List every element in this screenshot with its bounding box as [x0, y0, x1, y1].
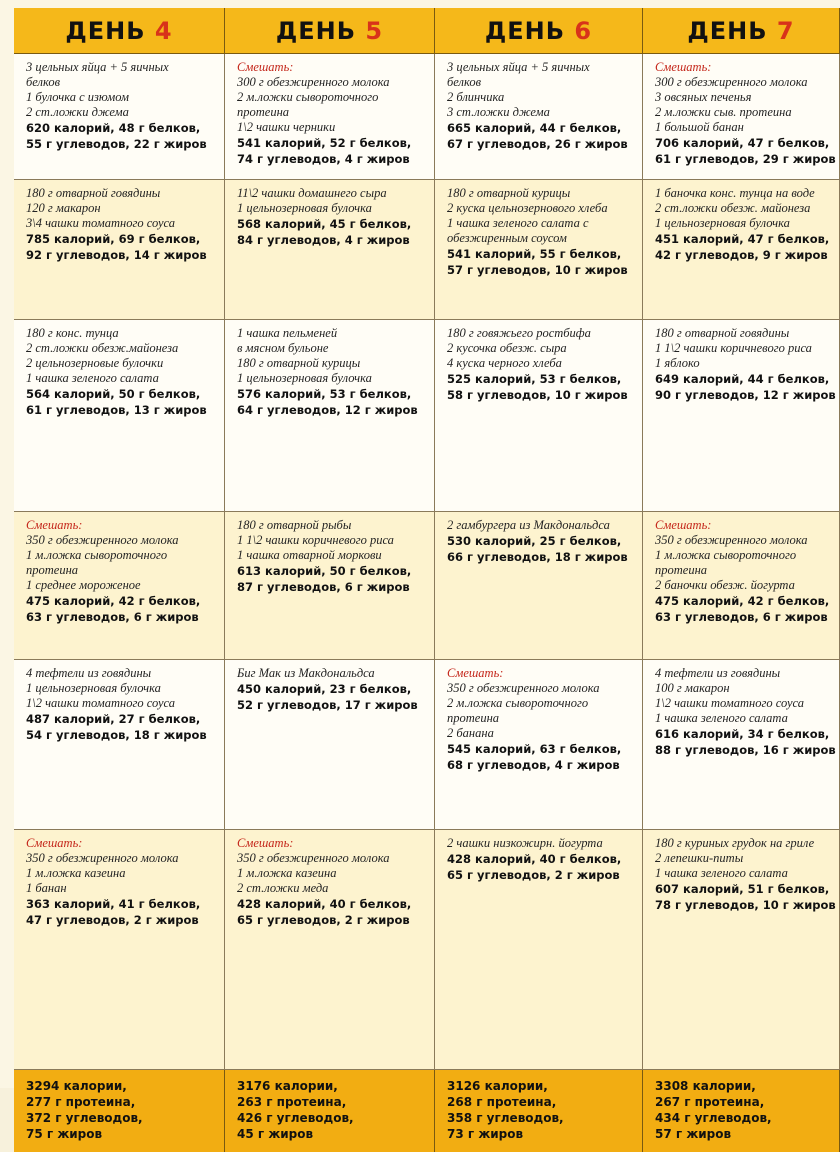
nutrition-line: 78 г углеводов, 10 г жиров	[655, 898, 836, 912]
header-word: ДЕНЬ	[484, 16, 566, 45]
nutrition-line: 785 калорий, 69 г белков,	[26, 232, 201, 246]
meal-item: 1 булочка с изюмом	[26, 90, 129, 104]
meal-cell	[225, 54, 435, 180]
meal-cell	[14, 660, 225, 830]
meal-cell	[225, 320, 435, 512]
total-day-4	[14, 1070, 225, 1152]
total-line: 372 г углеводов,	[26, 1111, 143, 1125]
meal-item: 350 г обезжиренного молока	[26, 851, 179, 865]
meal-cell	[435, 180, 643, 320]
meal-item: 180 г конс. тунца	[26, 326, 119, 340]
header-word: ДЕНЬ	[65, 16, 146, 45]
mix-label: Смешать:	[26, 836, 83, 850]
meal-item: 1 цельнозерновая булочка	[26, 681, 161, 695]
meal-cell	[14, 180, 225, 320]
meal-item: 4 куска черного хлеба	[447, 356, 562, 370]
meal-item: 2 ст.ложки обезж. майонеза	[655, 201, 811, 215]
nutrition-line: 63 г углеводов, 6 г жиров	[655, 610, 828, 624]
meal-item: 3\4 чашки томатного соуса	[26, 216, 175, 230]
meal-item: 2 м.ложки сыв. протеина	[655, 105, 792, 119]
nutrition-line: 607 калорий, 51 г белков,	[655, 882, 830, 896]
nutrition-line: 487 калорий, 27 г белков,	[26, 712, 201, 726]
meal-item: 1 цельнозерновая булочка	[237, 201, 372, 215]
meal-cell	[643, 512, 840, 660]
meal-item: 1 чашка зеленого салата	[655, 711, 788, 725]
meal-item: обезжиренным соусом	[447, 231, 567, 245]
nutrition-line: 52 г углеводов, 17 г жиров	[237, 698, 418, 712]
meal-item: 1 чашка зеленого салата с	[447, 216, 589, 230]
meal-plan-table	[14, 8, 840, 1141]
nutrition-line: 58 г углеводов, 10 г жиров	[447, 388, 628, 402]
meal-item: 2 кусочка обезж. сыра	[447, 341, 567, 355]
total-day-7	[643, 1070, 840, 1152]
nutrition-line: 568 калорий, 45 г белков,	[237, 217, 412, 231]
meal-item: 1 м.ложка сывороточного	[655, 548, 797, 562]
nutrition-line: 68 г углеводов, 4 г жиров	[447, 758, 620, 772]
total-line: 434 г углеводов,	[655, 1111, 772, 1125]
meal-item: 1 чашка пельменей	[237, 326, 338, 340]
meal-cell	[225, 660, 435, 830]
nutrition-line: 451 калорий, 47 г белков,	[655, 232, 830, 246]
meal-item: 2 куска цельнозернового хлеба	[447, 201, 608, 215]
meal-item: 1 м.ложка сывороточного	[26, 548, 168, 562]
total-line: 3308 калории,	[655, 1079, 756, 1093]
meal-item: 180 г отварной говядины	[26, 186, 161, 200]
meal-cell	[643, 180, 840, 320]
meal-item: 1 яблоко	[655, 356, 700, 370]
meal-item: 4 тефтели из говядины	[26, 666, 152, 680]
total-day-5	[225, 1070, 435, 1152]
meal-item: 2 ст.ложки меда	[237, 881, 329, 895]
meal-item: 180 г отварной говядины	[655, 326, 790, 340]
meal-cell	[435, 660, 643, 830]
meal-item: протеина	[447, 711, 500, 725]
nutrition-line: 475 калорий, 42 г белков,	[655, 594, 830, 608]
meal-item: 300 г обезжиренного молока	[237, 75, 390, 89]
nutrition-line: 54 г углеводов, 18 г жиров	[26, 728, 207, 742]
meal-cell	[225, 512, 435, 660]
meal-item: белков	[26, 75, 61, 89]
meal-item: в мясном бульоне	[237, 341, 329, 355]
meal-item: 2 баночки обезж. йогурта	[655, 578, 795, 592]
meal-cell	[643, 54, 840, 180]
header-day-6	[435, 8, 643, 54]
nutrition-line: 92 г углеводов, 14 г жиров	[26, 248, 207, 262]
meal-item: протеина	[237, 105, 290, 119]
total-day-6	[435, 1070, 643, 1152]
meal-item: 1 чашка отварной моркови	[237, 548, 382, 562]
nutrition-line: 64 г углеводов, 12 г жиров	[237, 403, 418, 417]
header-word: ДЕНЬ	[687, 16, 768, 45]
nutrition-line: 541 калорий, 52 г белков,	[237, 136, 412, 150]
mix-label: Смешать:	[655, 60, 712, 74]
nutrition-line: 65 г углеводов, 2 г жиров	[237, 913, 410, 927]
meal-cell	[14, 54, 225, 180]
meal-item: 1\2 чашки томатного соуса	[26, 696, 175, 710]
meal-cell	[643, 320, 840, 512]
header-number: 4	[154, 16, 173, 45]
nutrition-line: 363 калорий, 41 г белков,	[26, 897, 201, 911]
meal-item: 2 м.ложка сывороточного	[447, 696, 589, 710]
mix-label: Смешать:	[447, 666, 504, 680]
meal-item: Биг Мак из Макдональдса	[237, 666, 375, 680]
meal-item: 1 цельнозерновая булочка	[655, 216, 790, 230]
meal-item: 2 ст.ложки джема	[26, 105, 129, 119]
header-number: 7	[776, 16, 795, 45]
nutrition-line: 706 калорий, 47 г белков,	[655, 136, 830, 150]
nutrition-line: 61 г углеводов, 13 г жиров	[26, 403, 207, 417]
meal-cell	[225, 830, 435, 1070]
meal-cell	[643, 830, 840, 1070]
meal-item: 180 г отварной рыбы	[237, 518, 352, 532]
nutrition-line: 450 калорий, 23 г белков,	[237, 682, 412, 696]
meal-item: 180 г куриных грудок на гриле	[655, 836, 815, 850]
header-word: ДЕНЬ	[275, 16, 357, 45]
header-day-7	[643, 8, 840, 54]
nutrition-line: 475 калорий, 42 г белков,	[26, 594, 201, 608]
meal-item: протеина	[26, 563, 79, 577]
nutrition-line: 65 г углеводов, 2 г жиров	[447, 868, 620, 882]
meal-item: 350 г обезжиренного молока	[26, 533, 179, 547]
meal-item: 2 гамбургера из Макдональдса	[447, 518, 610, 532]
nutrition-line: 90 г углеводов, 12 г жиров	[655, 388, 836, 402]
meal-item: 1 чашка зеленого салата	[26, 371, 159, 385]
meal-item: 2 банана	[447, 726, 494, 740]
total-line: 57 г жиров	[655, 1127, 732, 1141]
meal-item: 180 г отварной курицы	[447, 186, 571, 200]
total-line: 75 г жиров	[26, 1127, 103, 1141]
meal-item: 300 г обезжиренного молока	[655, 75, 808, 89]
meal-item: 2 ст.ложки обезж.майонеза	[26, 341, 179, 355]
total-line: 267 г протеина,	[655, 1095, 765, 1109]
meal-cell	[435, 512, 643, 660]
meal-item: 2 лепешки-питы	[655, 851, 744, 865]
nutrition-line: 87 г углеводов, 6 г жиров	[237, 580, 410, 594]
meal-cell	[435, 830, 643, 1070]
header-number: 5	[365, 16, 384, 45]
total-line: 73 г жиров	[447, 1127, 524, 1141]
meal-item: 2 м.ложки сывороточного	[237, 90, 379, 104]
nutrition-line: 61 г углеводов, 29 г жиров	[655, 152, 836, 166]
nutrition-line: 576 калорий, 53 г белков,	[237, 387, 412, 401]
total-line: 358 г углеводов,	[447, 1111, 564, 1125]
meal-item: 1 1\2 чашки коричневого риса	[655, 341, 812, 355]
meal-cell	[435, 320, 643, 512]
meal-item: 180 г говяжьего ростбифа	[447, 326, 591, 340]
total-line: 268 г протеина,	[447, 1095, 557, 1109]
nutrition-line: 67 г углеводов, 26 г жиров	[447, 137, 628, 151]
meal-item: протеина	[655, 563, 708, 577]
nutrition-line: 613 калорий, 50 г белков,	[237, 564, 412, 578]
meal-item: 1 цельнозерновая булочка	[237, 371, 372, 385]
nutrition-line: 63 г углеводов, 6 г жиров	[26, 610, 199, 624]
nutrition-line: 74 г углеводов, 4 г жиров	[237, 152, 410, 166]
mix-label: Смешать:	[26, 518, 83, 532]
meal-item: 1 баночка конс. тунца на воде	[655, 186, 815, 200]
nutrition-line: 42 г углеводов, 9 г жиров	[655, 248, 828, 262]
nutrition-line: 530 калорий, 25 г белков,	[447, 534, 622, 548]
mix-label: Смешать:	[655, 518, 712, 532]
mix-label: Смешать:	[237, 836, 294, 850]
total-line: 3294 калории,	[26, 1079, 127, 1093]
header-day-5	[225, 8, 435, 54]
nutrition-line: 525 калорий, 53 г белков,	[447, 372, 622, 386]
meal-item: 350 г обезжиренного молока	[447, 681, 600, 695]
nutrition-line: 66 г углеводов, 18 г жиров	[447, 550, 628, 564]
total-line: 426 г углеводов,	[237, 1111, 354, 1125]
meal-cell	[14, 830, 225, 1070]
header-number: 6	[574, 16, 593, 45]
total-line: 3176 калории,	[237, 1079, 338, 1093]
meal-item: 180 г отварной курицы	[237, 356, 361, 370]
nutrition-line: 84 г углеводов, 4 г жиров	[237, 233, 410, 247]
meal-item: 100 г макарон	[655, 681, 730, 695]
meal-item: 2 блинчика	[447, 90, 505, 104]
nutrition-line: 665 калорий, 44 г белков,	[447, 121, 622, 135]
meal-item: 1 большой банан	[655, 120, 744, 134]
meal-item: 1\2 чашки черники	[237, 120, 336, 134]
nutrition-line: 428 калорий, 40 г белков,	[237, 897, 412, 911]
total-line: 3126 калории,	[447, 1079, 548, 1093]
nutrition-line: 649 калорий, 44 г белков,	[655, 372, 830, 386]
meal-item: 350 г обезжиренного молока	[237, 851, 390, 865]
meal-item: 1 м.ложка казеина	[237, 866, 337, 880]
header-day-4	[14, 8, 225, 54]
meal-item: 1 среднее мороженое	[26, 578, 141, 592]
total-line: 263 г протеина,	[237, 1095, 347, 1109]
nutrition-line: 47 г углеводов, 2 г жиров	[26, 913, 199, 927]
meal-item: 3 ст.ложки джема	[447, 105, 550, 119]
total-line: 277 г протеина,	[26, 1095, 136, 1109]
meal-item: 3 цельных яйца + 5 яичных	[26, 60, 169, 74]
meal-item: 350 г обезжиренного молока	[655, 533, 808, 547]
meal-cell	[14, 512, 225, 660]
meal-item: белков	[447, 75, 482, 89]
total-line: 45 г жиров	[237, 1127, 314, 1141]
meal-item: 1\2 чашки томатного соуса	[655, 696, 804, 710]
meal-item: 3 овсяных печенья	[655, 90, 752, 104]
mix-label: Смешать:	[237, 60, 294, 74]
meal-item: 1 м.ложка казеина	[26, 866, 126, 880]
nutrition-line: 88 г углеводов, 16 г жиров	[655, 743, 836, 757]
nutrition-line: 620 калорий, 48 г белков,	[26, 121, 201, 135]
meal-item: 120 г макарон	[26, 201, 101, 215]
meal-item: 3 цельных яйца + 5 яичных	[447, 60, 590, 74]
meal-item: 1 банан	[26, 881, 67, 895]
meal-item: 2 цельнозерновые булочки	[26, 356, 164, 370]
meal-item: 11\2 чашки домашнего сыра	[237, 186, 387, 200]
meal-item: 1 чашка зеленого салата	[655, 866, 788, 880]
nutrition-line: 55 г углеводов, 22 г жиров	[26, 137, 207, 151]
nutrition-line: 564 калорий, 50 г белков,	[26, 387, 201, 401]
meal-cell	[14, 320, 225, 512]
nutrition-line: 57 г углеводов, 10 г жиров	[447, 263, 628, 277]
meal-item: 2 чашки низкожирн. йогурта	[447, 836, 603, 850]
meal-item: 4 тефтели из говядины	[655, 666, 781, 680]
nutrition-line: 428 калорий, 40 г белков,	[447, 852, 622, 866]
nutrition-line: 616 калорий, 34 г белков,	[655, 727, 830, 741]
meal-cell	[643, 660, 840, 830]
nutrition-line: 545 калорий, 63 г белков,	[447, 742, 622, 756]
meal-item: 1 1\2 чашки коричневого риса	[237, 533, 394, 547]
meal-cell	[435, 54, 643, 180]
meal-cell	[225, 180, 435, 320]
nutrition-line: 541 калорий, 55 г белков,	[447, 247, 622, 261]
